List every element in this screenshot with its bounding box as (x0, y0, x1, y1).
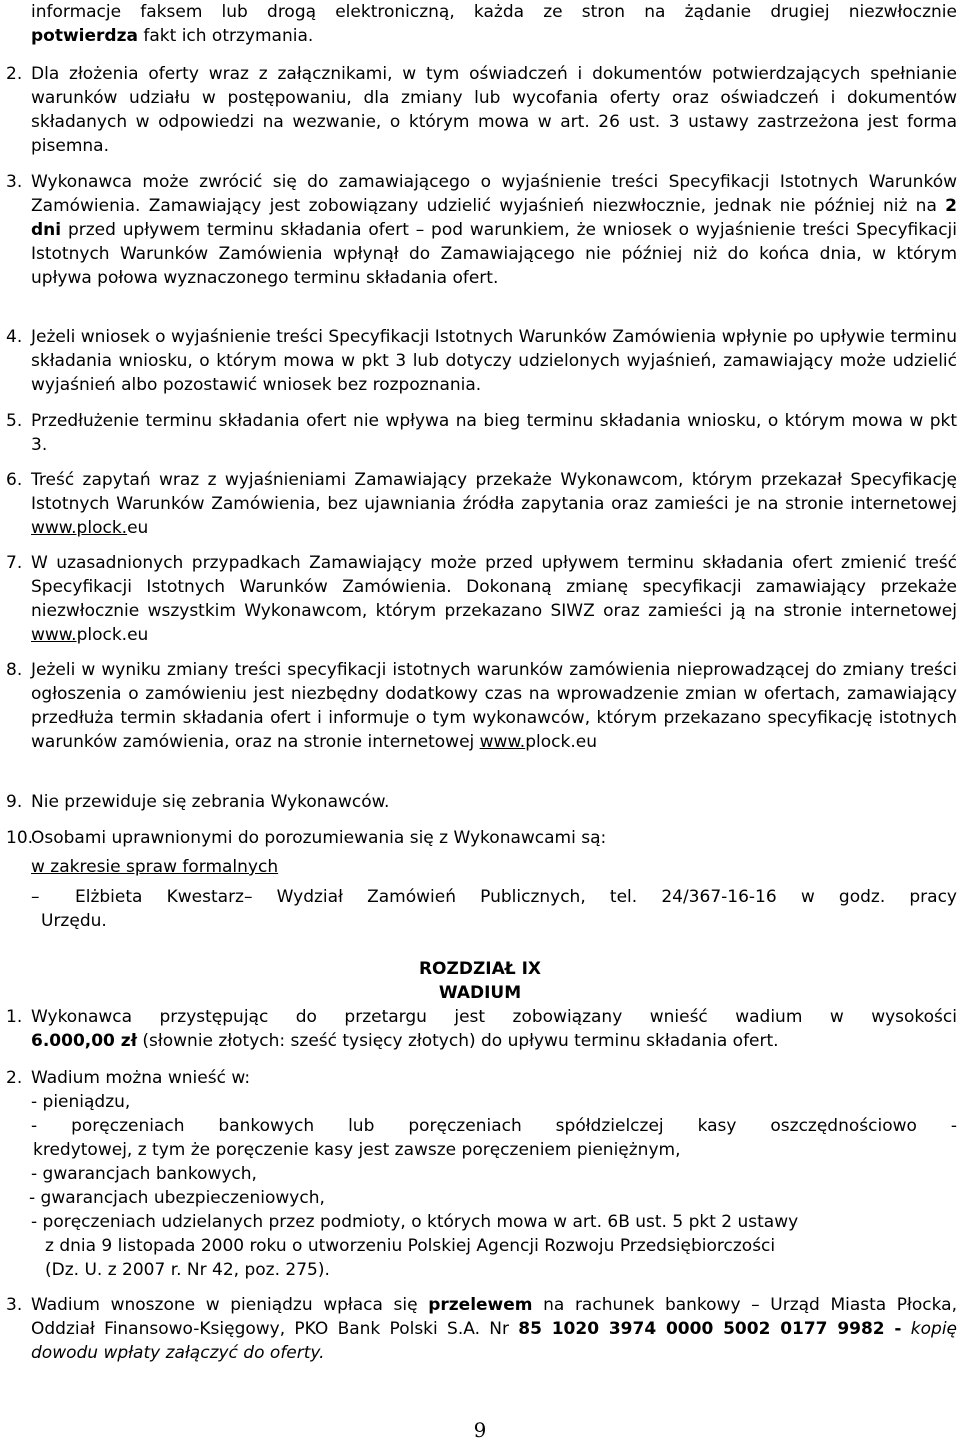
item-9-number: 9. (6, 792, 23, 812)
wadium-option-insurance-guarantees: - gwarancjach ubezpieczeniowych, (29, 1188, 325, 1208)
item-7-text: W uzasadnionych przypadkach Zamawiający może przed upływem terminu składania ofert zmienić treść Specyfikacji Istotnych Warunków Zamówienia. Dokonaną zmianę specyfikacji zamawiający przekaże niezwłocznie wszystkim Wykonawcom, którym przekazano SIWZ oraz zamieści ją na stronie internetowej www.plock.eu (31, 553, 957, 645)
contact-person-line-2: Urzędu. (41, 911, 107, 931)
wadium-item-1-line-2: 6.000,00 zł (słownie złotych: sześć tysięcy złotych) do upływu terminu składania ofert. (31, 1031, 779, 1051)
item-7-number: 7. (6, 553, 23, 573)
page-number: 9 (473, 1418, 487, 1442)
item-3-number: 3. (6, 172, 23, 192)
website-link[interactable]: www. (479, 732, 526, 752)
item-6-text: Treść zapytań wraz z wyjaśnieniami Zamawiający przekaże Wykonawcom, którym przekazał Specyfikację Istotnych Warunków Zamówienia, bez ujawniania źródła zapytania oraz zamieści je na stronie internetowej www.plock.eu (31, 470, 957, 538)
item-3-text: Wykonawca może zwrócić się do zamawiającego o wyjaśnienie treści Specyfikacji Istotnych Warunków Zamówienia. Zamawiający jest zobowiązany udzielić wyjaśnień niezwłocznie, jednak nie później niż na 2 dni przed upływem terminu składania ofert – pod warunkiem, że wniosek o wyjaśnienie treści Specyfikacji Istotnych Warunków Zamówienia wpłynął do Zamawiającego nie później niż do końca dnia, w którym upływa połowa wyznaczonego terminu składania ofert. (31, 172, 957, 288)
item-2-number: 2. (6, 64, 23, 84)
wadium-item-3-text: Wadium wnoszone w pieniądzu wpłaca się przelewem na rachunek bankowy – Urząd Miasta Płocka, Oddział Finansowo-Księgowy, PKO Bank Polski S.A. Nr 85 1020 3974 0000 5002 0177 9982 - kopię dowodu wpłaty załączyć do oferty. (31, 1295, 958, 1363)
item-4-text: Jeżeli wniosek o wyjaśnienie treści Specyfikacji Istotnych Warunków Zamówienia wpłynie po upływie terminu składania wniosku, o którym mowa w pkt 3 lub dotyczy udzielonych wyjaśnień, zamawiający może udzielić wyjaśnień albo pozostawić wniosek bez rozpoznania. (31, 327, 957, 395)
wadium-option-entity-sureties-line-3: (Dz. U. z 2007 r. Nr 42, poz. 275). (45, 1260, 330, 1280)
wadium-option-sureties-line-1: - poręczeniach bankowych lub poręczeniach spółdzielczej kasy oszczędnościowo - (31, 1116, 957, 1136)
top-line-1: informacje faksem lub drogą elektroniczną, każda ze stron na żądanie drugiej niezwłocznie (31, 2, 957, 22)
bank-account-number: 85 1020 3974 0000 5002 0177 9982 - (518, 1319, 902, 1339)
wadium-option-entity-sureties-line-1: - poręczeniach udzielanych przez podmioty, o których mowa w art. 6B ust. 5 pkt 2 ustawy (31, 1212, 799, 1232)
wadium-item-3-number: 3. (6, 1295, 23, 1315)
chapter-subtitle: WADIUM (438, 983, 522, 1003)
item-9-text: Nie przewiduje się zebrania Wykonawców. (31, 792, 390, 812)
website-link[interactable]: www. (31, 625, 77, 645)
dash-marker: – (31, 887, 40, 907)
item-5-number: 5. (6, 411, 23, 431)
wadium-option-entity-sureties-line-2: z dnia 9 listopada 2000 roku o utworzeniu Polskiej Agencji Rozwoju Przedsiębiorczości (45, 1236, 776, 1256)
top-line-2: potwierdza fakt ich otrzymania. (31, 26, 314, 46)
item-8-text: Jeżeli w wyniku zmiany treści specyfikacji istotnych warunków zamówienia nieprowadzącej do zmiany treści ogłoszenia o zamówieniu jest niezbędny dodatkowy czas na wprowadzenie zmian w ofertach, zamawiający przedłuża termin składania ofert i informuje o tym wykonawców, którym przekazano specyfikację istotnych warunków zamówienia, oraz na stronie internetowej www.plock.eu (31, 660, 957, 752)
item-10-text: Osobami uprawnionymi do porozumiewania się z Wykonawcami są: (31, 828, 607, 848)
item-6-number: 6. (6, 470, 23, 490)
item-10-number: 10. (6, 828, 34, 848)
website-link[interactable]: www.plock. (31, 518, 128, 538)
item-8-number: 8. (6, 660, 23, 680)
wadium-item-1-line-1: Wykonawca przystępując do przetargu jest zobowiązany wnieść wadium w wysokości (31, 1007, 957, 1027)
item-4-number: 4. (6, 327, 23, 347)
item-2-text: Dla złożenia oferty wraz z załącznikami, w tym oświadczeń i dokumentów potwierdzających spełnianie warunków udziału w postępowaniu, dla zmiany lub wycofania oferty oraz oświadczeń i dokumentów składanych w odpowiedzi na wezwanie, o którym mowa w art. 26 ust. 3 ustawy zastrzeżona jest forma pisemna. (31, 64, 957, 156)
wadium-option-cash: - pieniądzu, (31, 1092, 131, 1112)
item-10-subheading: w zakresie spraw formalnych (31, 857, 279, 877)
wadium-item-1-number: 1. (6, 1007, 23, 1027)
chapter-title: ROZDZIAŁ IX (418, 959, 542, 979)
wadium-option-sureties-line-2: kredytowej, z tym że poręczenie kasy jest zawsze poręczeniem pieniężnym, (33, 1140, 681, 1160)
wadium-amount: 6.000,00 zł (31, 1031, 138, 1051)
contact-person-line-1: Elżbieta Kwestarz– Wydział Zamówień Publicznych, tel. 24/367-16-16 w godz. pracy (75, 887, 957, 907)
wadium-item-2-intro: Wadium można wnieść w: (31, 1068, 251, 1088)
item-5-text: Przedłużenie terminu składania ofert nie wpływa na bieg terminu składania wniosku, o którym mowa w pkt 3. (31, 411, 957, 455)
wadium-option-bank-guarantees: - gwarancjach bankowych, (31, 1164, 257, 1184)
wadium-item-2-number: 2. (6, 1068, 23, 1088)
